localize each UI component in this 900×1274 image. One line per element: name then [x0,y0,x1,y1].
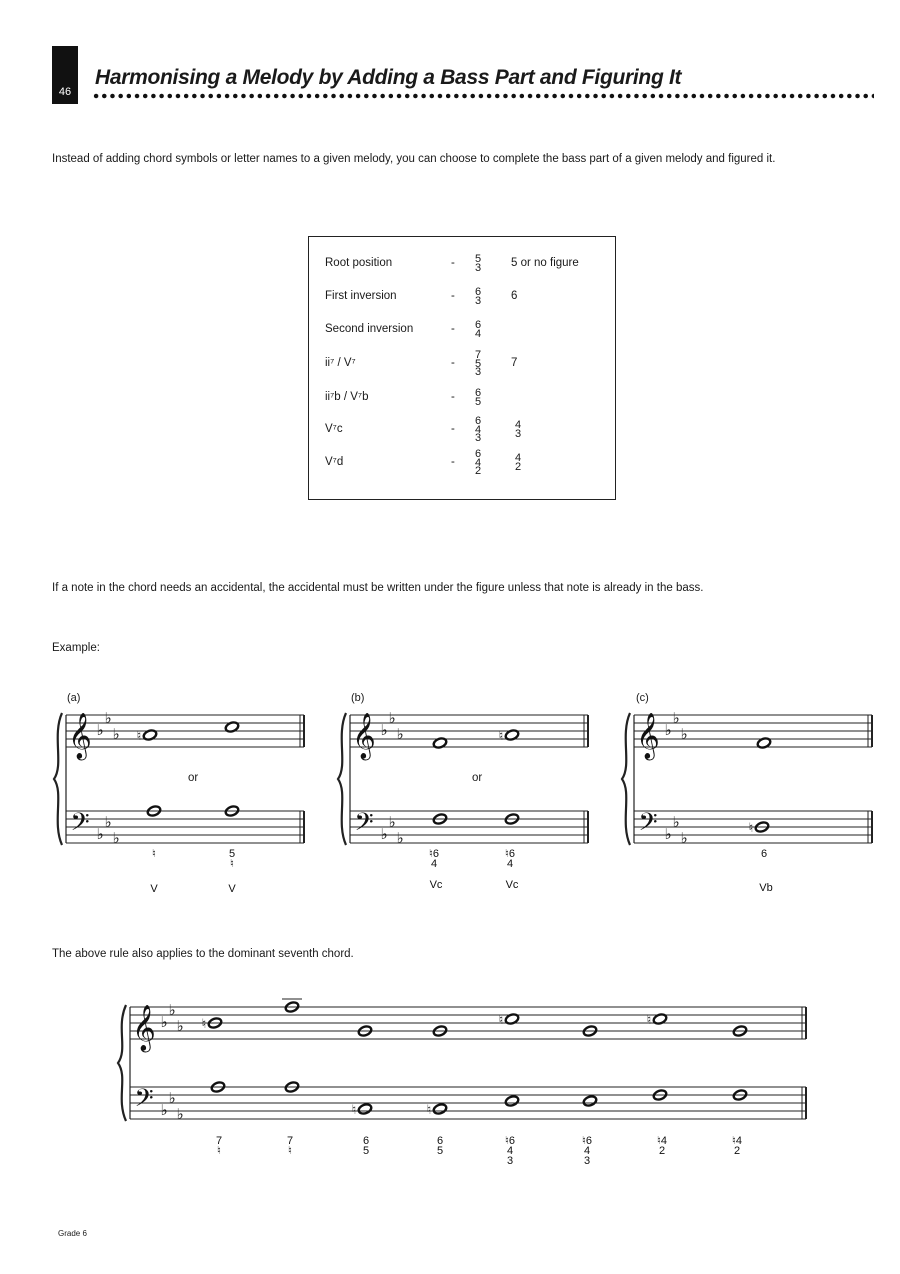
treble-clef-icon: 𝄞 [352,713,376,759]
key-flat-icon: ♭ [176,1017,184,1035]
key-flat-icon: ♭ [96,825,104,843]
or-text: or [188,772,199,784]
natural-sign-icon: ♮ [498,1013,504,1028]
key-flat-icon: ♭ [112,829,120,847]
seventh-example-brace [118,1005,126,1121]
figure-stack: 5 3 [474,253,482,274]
bass-clef-icon: 𝄢 [354,808,374,843]
row-dash: - [451,323,455,335]
example-b-label: (b) [351,692,365,704]
treble-clef-icon: 𝄞 [132,1005,156,1051]
key-flat-icon: ♭ [396,829,404,847]
treble-clef-icon: 𝄞 [636,713,660,759]
alt-figure-stack: 4 2 [514,452,522,473]
or-text: or [472,772,483,784]
alt-figure: 5 or no figure [511,257,579,269]
row-dash: - [451,357,455,369]
example-a-brace [54,713,62,845]
key-flat-icon: ♭ [168,1089,176,1107]
figure-stack: 6 4 2 [474,448,482,477]
row-label: ii⁷b / V⁷b [325,391,369,403]
row-label: ii⁷ / V⁷ [325,357,356,369]
example-label: Example: [52,642,100,654]
row-label: Second inversion [325,323,414,335]
key-flat-icon: ♭ [380,825,388,843]
figured-bass-figure: 6 [760,848,768,860]
figured-bass-figure: 4 [583,1145,591,1157]
figured-bass-figure: ♮ [230,858,234,870]
key-flat-icon: ♭ [96,721,104,739]
key-flat-icon: ♭ [672,709,680,727]
row-label: First inversion [325,290,397,302]
alt-figure: 7 [511,357,518,369]
roman-numeral: Vb [759,882,773,894]
intro-paragraph: Instead of adding chord symbols or letter names to a given melody, you can choose to complete the bass part of a given melody and figured it. [52,153,776,165]
natural-sign-icon: ♮ [646,1013,652,1028]
key-flat-icon: ♭ [388,813,396,831]
accidental-rule-paragraph: If a note in the chord needs an accidental, the accidental must be written under the figure unless that note is already in the bass. [52,582,704,594]
page-number: 46 [52,46,78,104]
natural-sign-icon: ♮ [351,1103,357,1118]
figured-bass-figure: 5 [362,1145,370,1157]
figured-bass-figure: 4 [506,1145,514,1157]
example-c-label: (c) [636,692,649,704]
key-flat-icon: ♭ [160,1013,168,1031]
roman-numeral: Vc [429,879,443,891]
figured-bass-figure: ♮6 [428,848,440,860]
figure-stack: 6 4 [474,319,482,340]
figured-bass-figure: 6 [436,1135,444,1147]
alt-figure: 6 [511,290,518,302]
key-flat-icon: ♭ [112,725,120,743]
key-flat-icon: ♭ [664,825,672,843]
figured-bass-figure: 2 [733,1145,741,1157]
alt-figure-stack: 4 3 [514,419,522,440]
figured-bass-figure: 3 [506,1155,514,1167]
natural-sign-icon: ♮ [201,1017,207,1032]
figured-bass-figure: ♮ [288,1145,292,1157]
row-dash: - [451,423,455,435]
key-flat-icon: ♭ [672,813,680,831]
roman-numeral: Vc [505,879,519,891]
example-c-brace [622,713,630,845]
bass-note [432,1103,447,1115]
figured-bass-figure: ♮6 [504,1135,516,1147]
natural-sign-icon: ♮ [498,729,504,744]
figured-bass-figure: 7 [215,1135,223,1147]
figured-bass-figure: 2 [658,1145,666,1157]
bass-clef-icon: 𝄢 [134,1084,154,1119]
roman-numeral: V [150,883,158,895]
figured-bass-figure: ♮ [152,848,156,860]
key-flat-icon: ♭ [388,709,396,727]
row-dash: - [451,456,455,468]
bass-clef-icon: 𝄢 [70,808,90,843]
bass-note [357,1103,372,1115]
bass-clef-icon: 𝄢 [638,808,658,843]
figure-stack: 7 5 3 [474,349,482,378]
roman-numeral: V [228,883,236,895]
key-flat-icon: ♭ [176,1105,184,1123]
example-b-brace [338,713,346,845]
row-dash: - [451,290,455,302]
key-flat-icon: ♭ [380,721,388,739]
natural-sign-icon: ♮ [426,1103,432,1118]
figure-stack: 6 4 3 [474,415,482,444]
footer-grade: Grade 6 [58,1229,87,1238]
row-label: V⁷d [325,456,344,468]
figured-bass-figure: 4 [506,858,514,870]
figured-bass-figure: ♮6 [504,848,516,860]
figured-bass-figure: 4 [430,858,438,870]
key-flat-icon: ♭ [160,1101,168,1119]
row-label: V⁷c [325,423,343,435]
treble-clef-icon: 𝄞 [68,713,92,759]
figure-stack: 6 3 [474,286,482,307]
bass-note [504,1095,519,1107]
bass-note [582,1095,597,1107]
row-dash: - [451,391,455,403]
key-flat-icon: ♭ [168,1001,176,1019]
figured-bass-figure: 3 [583,1155,591,1167]
figured-bass-figure: 5 [228,848,236,860]
figured-bass-figure: ♮4 [731,1135,743,1147]
row-label: Root position [325,257,393,269]
natural-sign-icon: ♮ [748,821,754,836]
figured-bass-figure: ♮ [217,1145,221,1157]
key-flat-icon: ♭ [664,721,672,739]
figured-bass-figure: 5 [436,1145,444,1157]
key-flat-icon: ♭ [396,725,404,743]
seventh-rule-text: The above rule also applies to the dominant seventh chord. [52,948,354,960]
example-a-label: (a) [67,692,81,704]
page-title: Harmonising a Melody by Adding a Bass Part and Figuring It [95,66,682,89]
key-flat-icon: ♭ [104,813,112,831]
figured-bass-figure: ♮6 [581,1135,593,1147]
key-flat-icon: ♭ [680,829,688,847]
natural-sign-icon: ♮ [136,729,142,744]
key-flat-icon: ♭ [680,725,688,743]
figured-bass-figure: ♮4 [656,1135,668,1147]
figure-stack: 6 5 [474,387,482,408]
figured-bass-figure: 7 [286,1135,294,1147]
figured-bass-figure: 6 [362,1135,370,1147]
key-flat-icon: ♭ [104,709,112,727]
row-dash: - [451,257,455,269]
